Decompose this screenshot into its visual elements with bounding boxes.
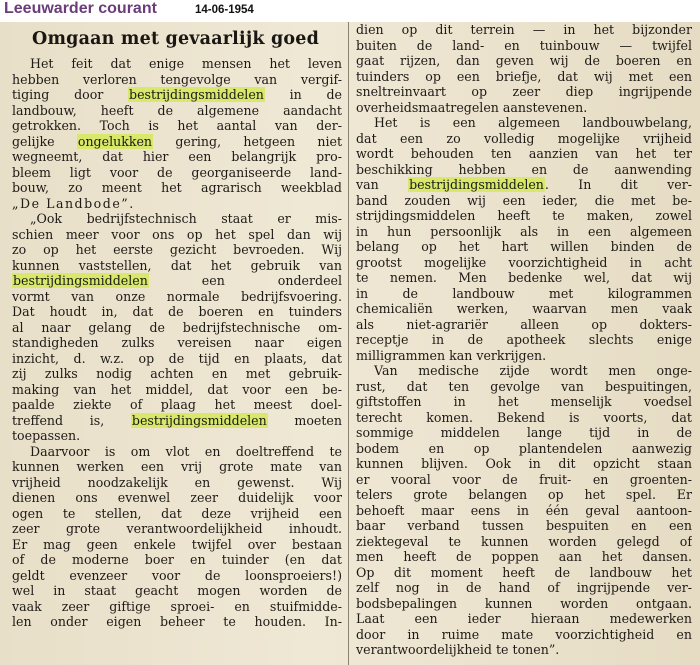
text-line — [12, 583, 342, 599]
text-line — [12, 614, 342, 630]
text-segment: standigheden zulks vereisen naar eigen — [12, 335, 342, 350]
text-segment: Het feit dat enige mensen het leven — [30, 56, 342, 71]
text-segment: schien meer voor ons op het spel dan wij — [12, 226, 342, 242]
text-line — [12, 382, 342, 398]
text-segment: beschikking hebben en de aanwending — [356, 161, 692, 177]
text-segment: inzicht, d. w.z. op de tijd en plaats, dat — [12, 350, 342, 366]
text-line — [12, 335, 342, 351]
text-line — [12, 521, 342, 537]
text-line — [356, 193, 692, 209]
left-column-text — [12, 56, 342, 630]
text-segment: ogen te stellen, dat deze vrijheid een — [12, 505, 342, 521]
text-line — [12, 87, 342, 103]
text-segment: zelf nog in de hand of ingrijpende ver- — [356, 580, 692, 595]
text-line — [12, 537, 342, 553]
text-segment: verantwoordelijkheid te tonen”. — [356, 642, 560, 657]
text-line — [12, 242, 342, 258]
text-segment: of de moderne boer en tuinder (en dat — [12, 552, 342, 567]
text-segment: „De Landbode”. — [12, 195, 135, 211]
text-segment: giftstoffen in het menselijk voedsel — [356, 394, 692, 409]
text-segment: . In dit ver- — [544, 177, 692, 192]
right-column — [356, 22, 692, 658]
text-line — [12, 506, 342, 522]
text-line — [12, 211, 342, 227]
text-segment: tiging door — [12, 87, 129, 102]
highlighted-term: bestrijdingsmiddelen — [13, 273, 148, 288]
text-segment: wel in staat geacht mogen worden de — [12, 583, 342, 598]
text-segment: treffend is, — [12, 412, 131, 428]
text-segment: gering, hetgeen niet — [153, 133, 342, 149]
text-line — [12, 475, 342, 491]
text-line — [356, 611, 692, 627]
text-segment: tuinders op een briefje, dat wij met een — [356, 68, 692, 84]
text-segment: zeer grote verantwoordelijkheid inhoudt. — [12, 521, 342, 536]
text-segment: belang op het hart willen binden de — [356, 239, 692, 254]
text-line — [356, 518, 692, 534]
text-line — [356, 84, 692, 100]
text-line — [356, 100, 692, 116]
text-line — [12, 165, 342, 181]
text-segment: door in ruime mate voorzichtigheid en — [356, 626, 692, 642]
text-line — [12, 56, 342, 72]
text-line — [356, 627, 692, 643]
text-line — [356, 146, 692, 162]
text-segment: dien op dit terrein — in het bijzonder — [356, 22, 692, 37]
text-line — [12, 149, 342, 165]
text-line — [356, 549, 692, 565]
column-divider — [348, 22, 349, 665]
text-line — [356, 441, 692, 457]
text-segment: geldt evenzeer voor de loonsproeiers!) — [12, 567, 342, 583]
text-line — [12, 397, 342, 413]
text-line — [356, 317, 692, 333]
text-segment: Daarvoor is om vlot en doeltreffend te — [30, 443, 342, 459]
text-line — [12, 552, 342, 568]
text-segment: bodem en op plantendelen aanwezig — [356, 440, 692, 456]
text-line — [356, 596, 692, 612]
text-segment: landbouw, heeft de algemene aandacht — [12, 102, 342, 118]
text-segment: terecht komen. Bekend is voorts, dat — [356, 409, 692, 425]
text-line — [12, 459, 342, 475]
text-segment: al naar gelang de bedrijfstechnische om- — [12, 319, 342, 335]
text-line — [356, 363, 692, 379]
text-segment: moeten — [267, 412, 342, 428]
text-line — [356, 472, 692, 488]
text-line — [12, 320, 342, 336]
text-line — [356, 425, 692, 441]
text-line — [356, 379, 692, 395]
text-line — [12, 366, 342, 382]
text-segment: dienen ons evenwel zeer duidelijk voor — [12, 490, 342, 505]
text-segment: kunnen vaststellen, dat het gebruik van — [12, 257, 342, 273]
text-line — [356, 534, 692, 550]
text-segment: Laat een ieder hieraan medewerken — [356, 611, 692, 626]
text-line — [12, 273, 342, 289]
text-segment: bouw, zo meent het agrarisch weekblad — [12, 180, 342, 195]
text-segment: kunnen werken een vrij grote mate van — [12, 459, 342, 474]
text-segment: chemicaliën werken, waarvan men vaak — [356, 301, 692, 316]
text-line — [356, 348, 692, 364]
text-segment: strijdingsmiddelen heeft te maken, zowel — [356, 208, 692, 223]
text-line — [356, 286, 692, 302]
text-segment: making van het middel, dat voor een be- — [12, 381, 342, 397]
text-line — [12, 599, 342, 615]
publication-name: Leeuwarder courant — [4, 0, 157, 17]
text-segment: Dat houdt in, dat de boeren en tuinders — [12, 304, 342, 319]
text-line — [12, 413, 342, 429]
text-line — [356, 224, 692, 240]
text-line — [12, 134, 342, 150]
text-segment: wegneemt, dat hier een belangrijk pro- — [12, 149, 342, 164]
text-segment: sommige middelen lange tijd in de — [356, 425, 692, 440]
text-line — [12, 258, 342, 274]
text-line — [356, 162, 692, 178]
text-segment: in de — [264, 87, 342, 102]
text-line — [356, 487, 692, 503]
text-line — [356, 69, 692, 85]
text-segment: zo op het eerste gezicht bevroeden. Wij — [12, 242, 342, 257]
clipping-header — [0, 0, 700, 22]
text-segment: baar verband tussen bespuiten en een — [356, 518, 692, 533]
text-segment: te nemen. Men bedenke wel, dat wij — [356, 270, 692, 285]
text-line — [12, 103, 342, 119]
text-segment: vaak zeer giftige sproei- en stuifmidde- — [12, 598, 342, 614]
text-segment: len onder eigen beheer te houden. In- — [12, 614, 342, 629]
text-line — [356, 53, 692, 69]
text-line — [356, 580, 692, 596]
text-segment: receptje in de apotheek slechts enige — [356, 332, 692, 347]
text-segment: getrokken. Toch is het aantal van der- — [12, 118, 342, 133]
publication-date: 14-06-1954 — [195, 4, 254, 16]
text-line — [12, 490, 342, 506]
highlighted-term: bestrijdingsmiddelen — [409, 177, 544, 192]
text-line — [12, 227, 342, 243]
right-column-text — [356, 22, 692, 658]
text-line — [356, 239, 692, 255]
text-segment: men heeft de poppen aan het dansen. — [356, 549, 692, 564]
text-segment: toepassen. — [12, 428, 81, 443]
text-segment: van — [356, 177, 409, 192]
highlighted-term: bestrijdingsmiddelen — [131, 412, 267, 428]
text-segment: band zouden wij een ieder, die met be- — [356, 192, 692, 208]
text-segment: als niet-agrariër alleen op dokters- — [356, 316, 692, 332]
text-segment: kunnen blijven. Ook in dit opzicht staan — [356, 456, 692, 471]
text-line — [356, 456, 692, 472]
text-line — [356, 565, 692, 581]
text-line — [356, 177, 692, 193]
text-line — [356, 270, 692, 286]
text-line — [12, 444, 342, 460]
text-line — [12, 351, 342, 367]
text-line — [356, 394, 692, 410]
text-segment: een onderdeel — [148, 273, 342, 288]
text-segment: milligrammen kan verkrijgen. — [356, 347, 547, 363]
text-line — [356, 38, 692, 54]
text-segment: in de landbouw met kilogrammen — [356, 285, 692, 301]
text-segment: behoeft maar eens in één geval aantoon- — [356, 502, 692, 518]
text-segment: dat een zo volledig mogelijke vrijheid — [356, 130, 692, 146]
text-line — [12, 304, 342, 320]
text-line — [356, 255, 692, 271]
text-line — [356, 115, 692, 131]
text-segment: Van medische zijde wordt men onge- — [374, 363, 692, 378]
highlighted-term: bestrijdingsmiddelen — [129, 87, 264, 102]
text-line — [356, 642, 692, 658]
text-segment: „Ook bedrijfstechnisch staat er mis- — [30, 211, 342, 226]
text-line — [356, 131, 692, 147]
text-segment: hebben verloren tengevolge van vergif- — [12, 71, 342, 87]
highlighted-term: ongelukken — [77, 133, 153, 149]
text-line — [12, 118, 342, 134]
text-segment: Het is een algemeen landbouwbelang, — [374, 115, 692, 130]
text-line — [356, 503, 692, 519]
text-line — [356, 301, 692, 317]
text-line — [356, 22, 692, 38]
text-segment: er vooral voor de fruit- en groenten- — [356, 471, 692, 487]
text-segment: sneltreinvaart op zeer diep ingrijpende — [356, 84, 692, 99]
text-line — [356, 332, 692, 348]
text-segment: vormt van onze normale bedrijfsvoering. — [12, 288, 342, 304]
text-line — [12, 196, 342, 212]
text-line — [356, 410, 692, 426]
text-line — [12, 180, 342, 196]
text-segment: rust, dat ten gevolge van bespuitingen, — [356, 378, 692, 394]
text-segment: ziektegeval te kunnen worden gelegd of — [356, 533, 692, 549]
text-segment: telers grote belangen op het spel. Er — [356, 487, 692, 502]
text-segment: paalde ziekte of plaag het meest doel- — [12, 397, 342, 412]
text-line — [12, 72, 342, 88]
text-line — [12, 568, 342, 584]
text-segment: wordt behouden ten aanzien van het ter — [356, 146, 692, 161]
text-segment: in hun persoonlijk als in een algemeen — [356, 223, 692, 239]
text-segment: bleem ligt voor de georganiseerde land- — [12, 164, 342, 180]
left-column — [12, 22, 342, 630]
text-segment: gelijke — [12, 133, 77, 149]
newspaper-clipping — [0, 22, 700, 665]
text-line — [12, 428, 342, 444]
text-line — [12, 289, 342, 305]
text-line — [356, 208, 692, 224]
text-segment: vrijheid noodzakelijk en gewenst. Wij — [12, 474, 342, 490]
text-segment: buiten de land- en tuinbouw — twijfel — [356, 37, 692, 53]
text-segment: gaat rijzen, dan geven wij de boeren en — [356, 53, 692, 68]
text-segment: zij zulks nodig achten en met gebruik- — [12, 366, 342, 381]
text-segment: overheidsmaatregelen aanstevenen. — [356, 99, 588, 115]
text-segment: Op dit moment heeft de landbouw het — [356, 564, 692, 580]
text-segment: Er mag geen enkele twijfel over bestaan — [12, 536, 342, 552]
article-headline: Omgaan met gevaarlijk goed — [32, 29, 320, 49]
text-segment: bodsbepalingen kunnen worden ontgaan. — [356, 595, 692, 611]
text-segment: grootst mogelijke voorzichtigheid in acht — [356, 254, 692, 270]
